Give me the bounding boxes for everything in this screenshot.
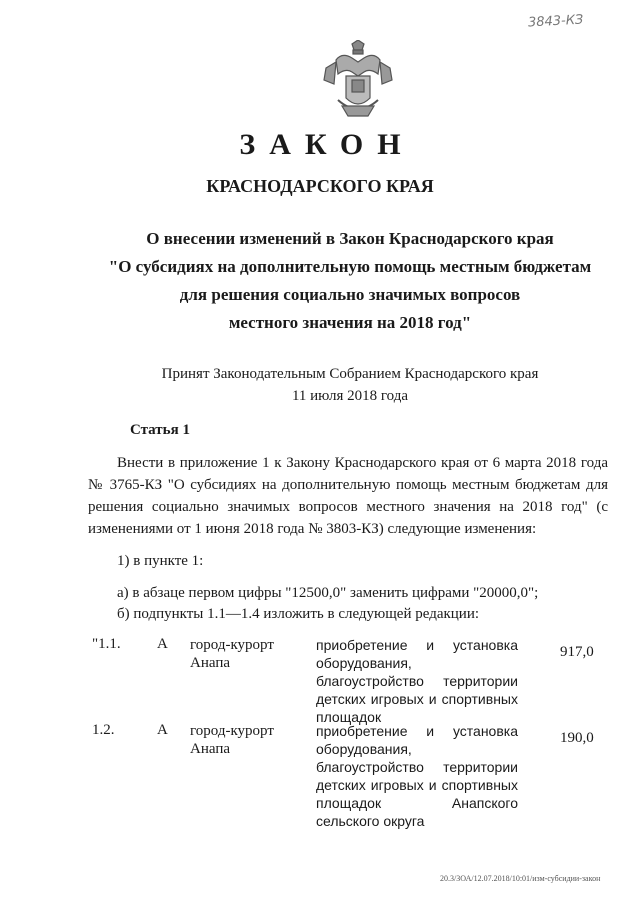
list-item-1: 1) в пункте 1: <box>117 553 204 569</box>
adoption-note <box>60 363 640 407</box>
law-title: ЗАКОН <box>239 128 415 161</box>
row-amount: 190,0 <box>560 730 594 746</box>
article-intro <box>88 452 608 540</box>
document-footer-code: 20.3/ЗОА/12.07.2018/10:01/изм-субсидии-закон <box>440 874 601 883</box>
list-item-b: б) подпункты 1.1—1.4 изложить в следующей редакции: <box>117 606 480 622</box>
subtitle-line: для решения социально значимых вопросов <box>179 285 521 304</box>
row-amount: 917,0 <box>560 644 594 660</box>
coat-of-arms-icon <box>322 40 394 122</box>
adoption-line: Принят Законодательным Собранием Краснодарского края <box>161 366 539 382</box>
row-number: "1.1. <box>92 636 121 652</box>
handwritten-registration-number: 3843-КЗ <box>527 12 584 31</box>
row-description: приобретение и установка оборудования, благоустройство территории детских игровых и спортивных площадок Анапского сельского округа <box>316 723 518 829</box>
subtitle-line: О внесении изменений в Закон Краснодарского края <box>146 229 554 248</box>
subtitle-line: местного значения на 2018 год" <box>228 313 472 332</box>
row-description: приобретение и установка оборудования, благоустройство территории детских игровых и спортивных площадок <box>316 637 518 725</box>
list-item-a: а) в абзаце первом цифры "12500,0" заменить цифрами "20000,0"; <box>117 585 539 601</box>
row-number: 1.2. <box>92 722 115 738</box>
row-municipality: город-курорт Анапа <box>190 723 274 757</box>
adoption-date: 11 июля 2018 года <box>291 388 409 404</box>
row-municipality: город-курорт Анапа <box>190 637 274 671</box>
subtitle-line: "О субсидиях на дополнительную помощь местным бюджетам <box>108 257 592 276</box>
article-heading: Статья 1 <box>130 422 190 438</box>
region-title: КРАСНОДАРСКОГО КРАЯ <box>206 176 434 196</box>
row-category: А <box>157 636 168 652</box>
row-category: А <box>157 722 168 738</box>
law-subtitle <box>60 225 640 337</box>
article-intro-text: Внести в приложение 1 к Закону Краснодарского края от 6 марта 2018 года № 3765-КЗ "О субсидиях на дополнительную помощь местным бюджетам для решения социально значимых вопросов местного значения на 2018 год" (с изменениями от 1 июня 2018 года № 3803-КЗ) следующие изменения: <box>88 455 608 537</box>
